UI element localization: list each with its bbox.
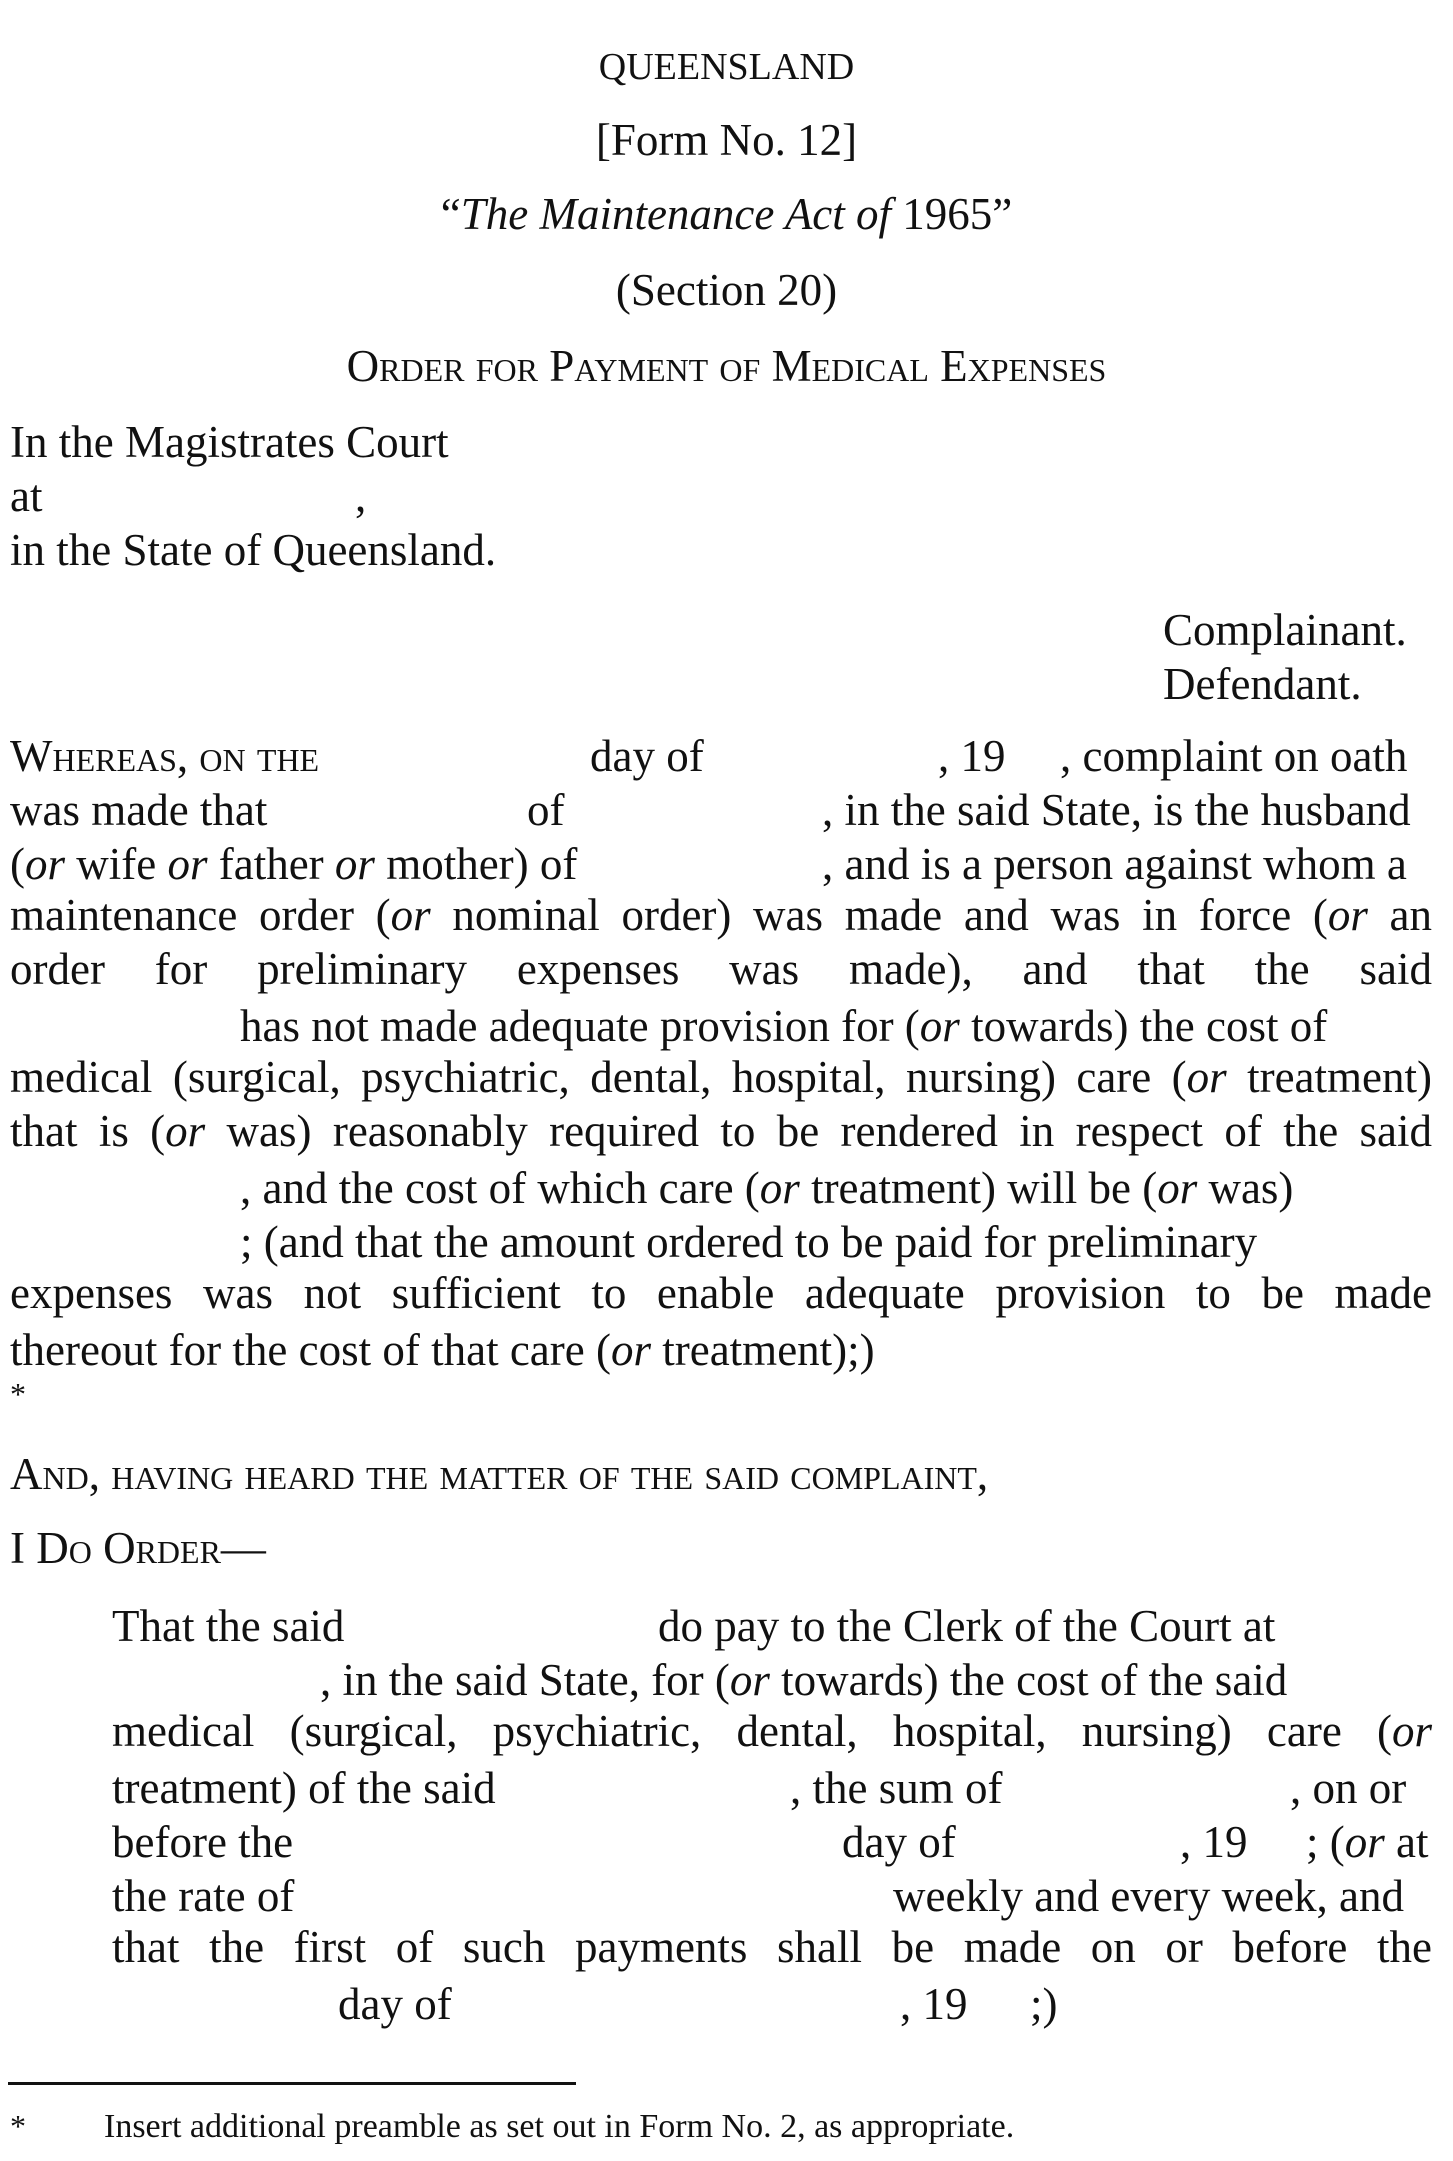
order-line-6-end: weekly and every week, and [893,1871,1405,1921]
act-title [0,189,1453,239]
whereas-line-7: medical (surgical, psychiatric, dental, hospital, nursing) care (or treatment) [10,1052,1432,1102]
order-line-5-year: , 19 [1180,1817,1248,1867]
order-line-5-day-of: day of [842,1817,956,1867]
order-title: Order for Payment of Medical Expenses [346,341,1107,391]
order-line-8-day-of: day of [338,1979,452,2029]
section-reference: (Section 20) [615,265,838,315]
whereas-line-2-end: , in the said State, is the husband [822,785,1411,835]
defendant-label: Defendant. [1163,659,1362,709]
order-line-8-year: , 19 [900,1979,968,2029]
court-line-comma: , [355,471,367,521]
whereas-line-6: has not made adequate provision for (or towards) the cost of [240,1001,1328,1051]
act-title-name: The Maintenance Act of [460,189,892,239]
whereas-line-2-of: of [527,785,565,835]
order-line-4-end: , on or [1290,1763,1407,1813]
footnote-mark: * [10,2108,26,2144]
footnote-text: Insert additional preamble as set out in Form No. 2, as appropriate. [104,2108,1015,2145]
order-line-1-end: do pay to the Clerk of the Court at [658,1601,1276,1651]
act-title-close-quote: ” [992,189,1013,239]
whereas-line-1-start: Whereas, on the [10,731,320,781]
whereas-line-11: expenses was not sufficient to enable adequate provision to be made [10,1268,1432,1318]
order-line-5-start: before the [112,1817,294,1867]
order-line-6-start: the rate of [112,1871,295,1921]
whereas-line-1-end: , complaint on oath [1060,731,1408,781]
footnote-rule [8,2082,576,2085]
form-number: [Form No. 12] [595,115,858,165]
whereas-line-1-day-of: day of [590,731,704,781]
order-line-4-start: treatment) of the said [112,1763,496,1813]
whereas-line-8: that is (or was) reasonably required to be rendered in respect of the said [10,1106,1432,1156]
whereas-line-3-end: , and is a person against whom a [822,839,1407,889]
whereas-line-4: maintenance order (or nominal order) was made and was in force (or an [10,890,1432,940]
act-year: 1965 [902,189,993,239]
whereas-line-3-start: (or wife or father or mother) of [10,839,578,889]
having-heard-line: And, having heard the matter of the said complaint, [10,1449,989,1499]
whereas-line-12: thereout for the cost of that care (or treatment);) [10,1325,875,1375]
complainant-label: Complainant. [1163,605,1407,655]
whereas-line-5: order for preliminary expenses was made), and that the said [10,944,1432,994]
order-heading: I Do Order— [10,1523,266,1573]
court-line-3: in the State of Queensland. [10,525,497,575]
preamble-asterisk: * [10,1376,26,1412]
whereas-line-10: ; (and that the amount ordered to be paid for preliminary [240,1217,1258,1267]
order-line-4-sum: , the sum of [790,1763,1003,1813]
order-line-7: that the first of such payments shall be made on or before the [112,1922,1432,1972]
court-line-1: In the Magistrates Court [10,417,449,467]
order-line-3: medical (surgical, psychiatric, dental, hospital, nursing) care (or [112,1706,1432,1756]
whereas-line-2-start: was made that [10,785,268,835]
order-line-2: , in the said State, for (or towards) the cost of the said [320,1655,1288,1705]
order-line-1-start: That the said [112,1601,345,1651]
whereas-line-1-year: , 19 [938,731,1006,781]
whereas-line-9: , and the cost of which care (or treatment) will be (or was) [240,1163,1294,1213]
order-line-8-end: ;) [1030,1979,1058,2029]
act-title-open-quote: “ [440,189,461,239]
order-line-5-end: ; (or at [1306,1817,1429,1867]
court-line-at: at [10,471,43,521]
state-heading: QUEENSLAND [598,46,855,88]
